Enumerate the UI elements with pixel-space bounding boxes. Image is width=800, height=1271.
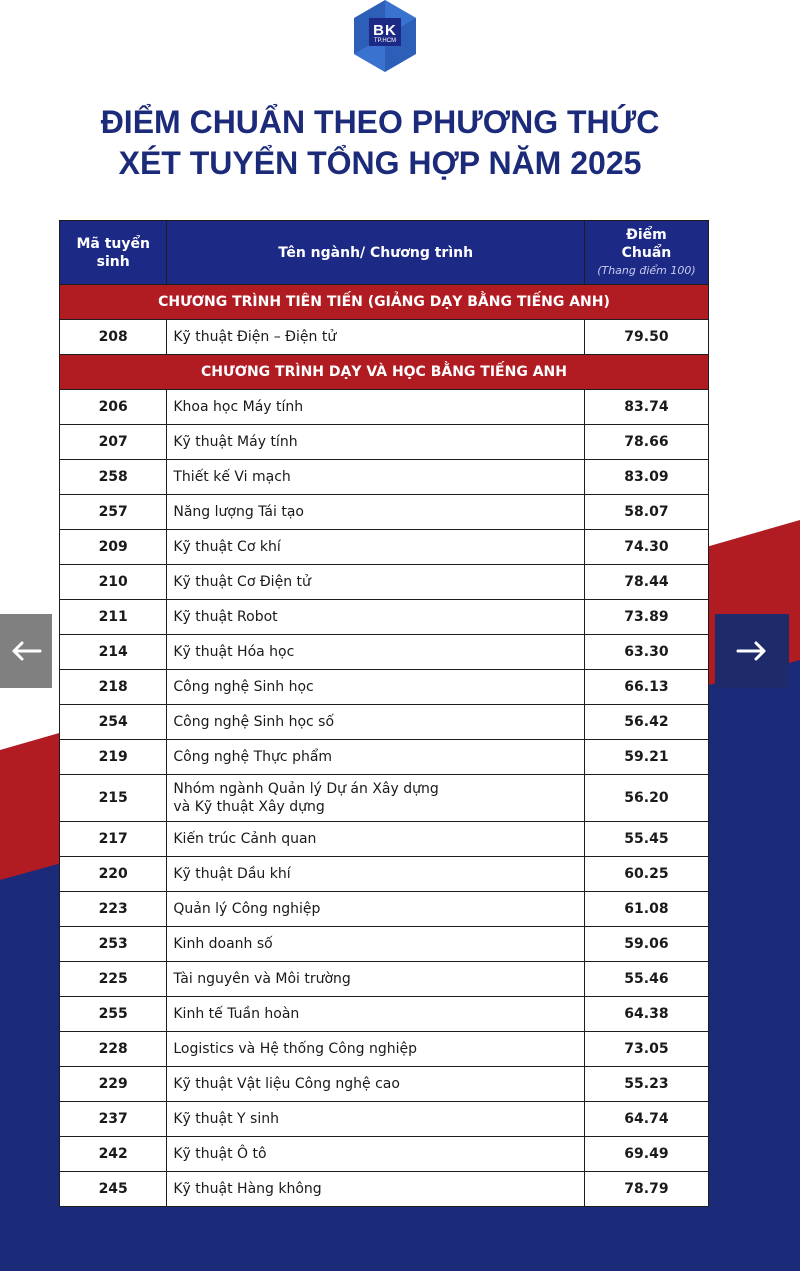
program-name-cell [167, 495, 585, 530]
section-header-row [60, 285, 709, 320]
program-name: Công nghệ Sinh học [173, 679, 314, 695]
program-name: Kỹ thuật Ô tô [173, 1146, 267, 1162]
cutoff-score: 55.46 [584, 962, 708, 997]
program-name: Kinh tế Tuần hoàn [173, 1006, 300, 1022]
program-code: 258 [60, 460, 167, 495]
table-row [60, 460, 709, 495]
program-name-cell [167, 425, 585, 460]
table-row [60, 1067, 709, 1102]
cutoff-score: 64.74 [584, 1102, 708, 1137]
program-name-cell [167, 892, 585, 927]
program-name-line-2: và Kỹ thuật Xây dựng [173, 799, 325, 815]
program-code: 207 [60, 425, 167, 460]
program-name-cell [167, 1102, 585, 1137]
program-code: 210 [60, 565, 167, 600]
program-code: 257 [60, 495, 167, 530]
program-name: Quản lý Công nghiệp [173, 901, 321, 917]
program-code: 217 [60, 822, 167, 857]
cutoff-score: 55.23 [584, 1067, 708, 1102]
program-name-cell [167, 705, 585, 740]
program-name: Thiết kế Vi mạch [173, 469, 291, 485]
table-row [60, 822, 709, 857]
program-name: Kỹ thuật Y sinh [173, 1111, 279, 1127]
section-title: CHƯƠNG TRÌNH TIÊN TIẾN (GIẢNG DẠY BẰNG TIẾNG ANH) [60, 285, 709, 320]
program-name: Công nghệ Thực phẩm [173, 749, 333, 765]
program-name-cell [167, 600, 585, 635]
header-code: Mã tuyển sinh [60, 221, 167, 285]
cutoff-score: 73.05 [584, 1032, 708, 1067]
table-row [60, 1032, 709, 1067]
program-name: Khoa học Máy tính [173, 399, 304, 415]
header-score-note: (Thang điểm 100) [597, 263, 696, 277]
title-line-2: XÉT TUYỂN TỔNG HỢP NĂM 2025 [118, 145, 642, 181]
program-name: Kỹ thuật Robot [173, 609, 278, 625]
cutoff-score: 59.21 [584, 740, 708, 775]
program-name: Kỹ thuật Máy tính [173, 434, 298, 450]
table-row [60, 927, 709, 962]
program-name-cell [167, 927, 585, 962]
program-name-cell [167, 1137, 585, 1172]
table-row [60, 635, 709, 670]
cutoff-score: 58.07 [584, 495, 708, 530]
table-row [60, 740, 709, 775]
program-name-cell [167, 740, 585, 775]
next-slide-button[interactable] [715, 614, 789, 688]
logo-abbr: BK [373, 22, 397, 39]
table-row [60, 892, 709, 927]
program-code: 218 [60, 670, 167, 705]
header-score: Điểm Chuẩn (Thang điểm 100) [584, 221, 708, 285]
program-name: Kỹ thuật Cơ khí [173, 539, 281, 555]
table-row [60, 495, 709, 530]
table-row [60, 1137, 709, 1172]
program-code: 237 [60, 1102, 167, 1137]
program-name-cell [167, 460, 585, 495]
cutoff-score: 83.09 [584, 460, 708, 495]
university-logo [349, 0, 421, 72]
cutoff-score: 74.30 [584, 530, 708, 565]
prev-slide-button[interactable] [0, 614, 52, 688]
program-name: Kỹ thuật Cơ Điện tử [173, 574, 311, 590]
table-row [60, 1172, 709, 1207]
program-code: 206 [60, 390, 167, 425]
program-code: 223 [60, 892, 167, 927]
program-name: Kinh doanh số [173, 936, 273, 952]
table-row [60, 857, 709, 892]
program-name-cell [167, 822, 585, 857]
cutoff-score: 73.89 [584, 600, 708, 635]
program-name-cell [167, 530, 585, 565]
program-name: Công nghệ Sinh học số [173, 714, 335, 730]
program-name-cell [167, 320, 585, 355]
program-name: Tài nguyên và Môi trường [173, 971, 351, 987]
program-name: Nhóm ngành Quản lý Dự án Xây dựng [173, 781, 439, 797]
title-line-1: ĐIỂM CHUẨN THEO PHƯƠNG THỨC [100, 104, 660, 140]
cutoff-score: 56.20 [584, 775, 708, 822]
table-row [60, 390, 709, 425]
table-row [60, 530, 709, 565]
table-header-row [60, 221, 709, 285]
program-code: 209 [60, 530, 167, 565]
program-name: Kỹ thuật Dầu khí [173, 866, 291, 882]
program-name: Kỹ thuật Hàng không [173, 1181, 322, 1197]
program-code: 225 [60, 962, 167, 997]
program-name-cell [167, 997, 585, 1032]
program-code: 245 [60, 1172, 167, 1207]
arrow-right-icon [736, 639, 768, 663]
page-title [0, 102, 760, 184]
program-name-cell [167, 635, 585, 670]
table-row [60, 670, 709, 705]
program-code: 220 [60, 857, 167, 892]
table-row [60, 600, 709, 635]
program-name-cell [167, 1172, 585, 1207]
cutoff-score: 60.25 [584, 857, 708, 892]
cutoff-score: 78.79 [584, 1172, 708, 1207]
cutoff-score: 83.74 [584, 390, 708, 425]
table-row [60, 997, 709, 1032]
admission-score-table [59, 220, 709, 1207]
program-code: 242 [60, 1137, 167, 1172]
table-row [60, 775, 709, 822]
program-code: 211 [60, 600, 167, 635]
program-name: Kỹ thuật Điện – Điện tử [173, 329, 337, 345]
program-code: 214 [60, 635, 167, 670]
table-row [60, 425, 709, 460]
cutoff-score: 56.42 [584, 705, 708, 740]
cutoff-score: 59.06 [584, 927, 708, 962]
program-code: 219 [60, 740, 167, 775]
program-code: 229 [60, 1067, 167, 1102]
table-body [60, 285, 709, 1207]
program-name: Kiến trúc Cảnh quan [173, 831, 317, 847]
program-name: Kỹ thuật Hóa học [173, 644, 295, 660]
table-row [60, 565, 709, 600]
program-name-cell [167, 1032, 585, 1067]
section-header-row [60, 355, 709, 390]
program-name-cell [167, 775, 585, 822]
cutoff-score: 64.38 [584, 997, 708, 1032]
program-code: 215 [60, 775, 167, 822]
table-row [60, 320, 709, 355]
arrow-left-icon [10, 639, 42, 663]
table-row [60, 1102, 709, 1137]
program-name-cell [167, 962, 585, 997]
cutoff-score: 79.50 [584, 320, 708, 355]
section-title: CHƯƠNG TRÌNH DẠY VÀ HỌC BẰNG TIẾNG ANH [60, 355, 709, 390]
table-row [60, 705, 709, 740]
program-name-cell [167, 670, 585, 705]
header-name: Tên ngành/ Chương trình [167, 221, 585, 285]
program-code: 228 [60, 1032, 167, 1067]
cutoff-score: 55.45 [584, 822, 708, 857]
logo-subtitle: TP.HCM [373, 38, 397, 44]
program-name-cell [167, 857, 585, 892]
program-name-cell [167, 1067, 585, 1102]
cutoff-score: 63.30 [584, 635, 708, 670]
program-code: 253 [60, 927, 167, 962]
program-code: 208 [60, 320, 167, 355]
program-name: Năng lượng Tái tạo [173, 504, 304, 520]
cutoff-score: 78.44 [584, 565, 708, 600]
cutoff-score: 78.66 [584, 425, 708, 460]
cutoff-score: 61.08 [584, 892, 708, 927]
program-name-cell [167, 565, 585, 600]
program-name: Logistics và Hệ thống Công nghiệp [173, 1041, 418, 1057]
cutoff-score: 66.13 [584, 670, 708, 705]
program-name: Kỹ thuật Vật liệu Công nghệ cao [173, 1076, 400, 1092]
program-code: 254 [60, 705, 167, 740]
program-name-cell [167, 390, 585, 425]
cutoff-score: 69.49 [584, 1137, 708, 1172]
table-row [60, 962, 709, 997]
program-code: 255 [60, 997, 167, 1032]
